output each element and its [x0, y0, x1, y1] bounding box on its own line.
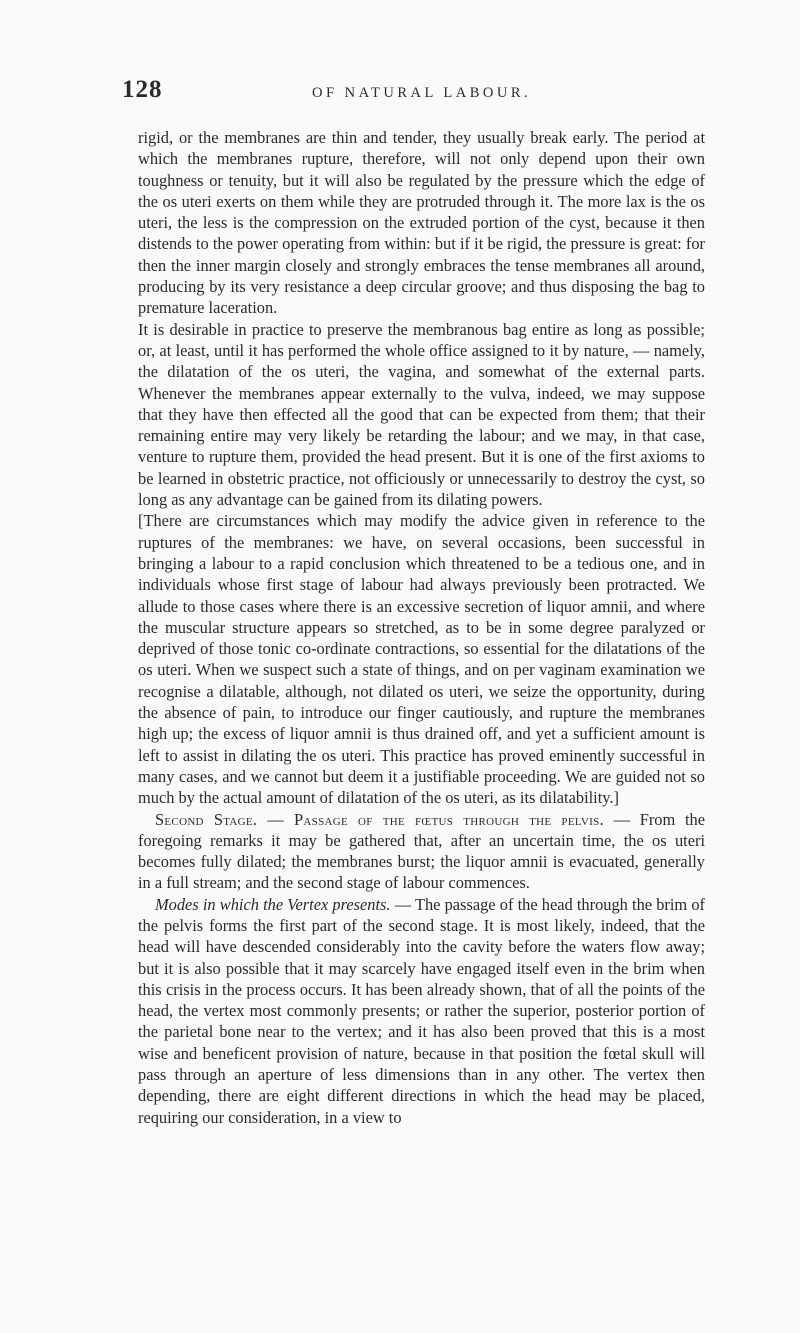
paragraph-text: It is desirable in practice to preserve the membranous bag entire as long as possible; or, at least, until it has performed the whole office assigned to it by nature, — namely, the dilatation of the os uteri, the vagina, and somewhat of the external parts. Whenever the membranes appear externally to the vulva, indeed, we may suppose that they have then effected all the good that can be expected from them; that their remaining entire may very likely be retarding the labour; and we may, in that case, venture to rupture them, provided the head present. But it is one of the first axioms to be learned in obstetric practice, not officiously or unnecessarily to destroy the cyst, so long as any advantage can be gained from its dilating powers.	[138, 319, 705, 510]
paragraph-text: rigid, or the membranes are thin and tender, they usually break early. The period at which the membranes rupture, therefore, will not only depend upon their own toughness or tenuity, but it will also be regulated by the pressure which the edge of the os uteri exerts on them while they are protruded through it. The more lax is the os uteri, the less is the compression on the extruded portion of the cyst, because it then distends to the power operating from within: but if it be rigid, the pressure is great: for then the inner margin closely and strongly embraces the tense membranes all around, producing by its very resistance a deep circular groove; and thus disposing the bag to premature laceration.	[138, 128, 705, 318]
body-text	[138, 127, 705, 1128]
page-number: 128	[122, 76, 163, 103]
running-head-title: OF NATURAL LABOUR.	[312, 85, 532, 101]
section-heading: Second Stage. — Passage of the fœtus through the pelvis.	[155, 809, 604, 829]
paragraph-preserve-bag	[138, 319, 705, 511]
paragraph-membrane-rupture	[138, 127, 705, 319]
paragraph-text: [There are circumstances which may modify the advice given in reference to the ruptures of the membranes: we have, on several occasions, been successful in bringing a labour to a rapid conclusion which threatened to be a tedious one, and in individuals whose first stage of labour had always previously been protracted. We allude to those cases where there is an excessive secretion of liquor amnii, and where the muscular structure appears so stretched, as to be in some degree paralyzed or deprived of those tonic co-ordinate contractions, so essential for the dilatations of the os uteri. When we suspect such a state of things, and on per vaginam examination we recognise a dilatable, although, not dilated os uteri, we seize the opportunity, during the absence of pain, to introduce our finger cautiously, and rupture the membranes high up; the excess of liquor amnii is thus drained off, and yet a sufficient amount is left to assist in dilating the os uteri. This practice has proved eminently successful in many cases, and we cannot but deem it a justifiable proceeding. We are guided not so much by the actual amount of dilatation of the os uteri, as its dilatability.]	[138, 511, 705, 808]
paragraph-text: — The passage of the head through the brim of the pelvis forms the first part of the second stage. It is most likely, indeed, that the head will have descended considerably into the cavity before the waters flow away; but it is also possible that it may scarcely have engaged itself even in the brim when this crisis in the process occurs. It has been already shown, that of all the points of the head, the vertex most commonly presents; or rather the superior, posterior portion of the parietal bone near to the vertex; and it has also been proved that this is a most wise and beneficent provision of nature, because in that position the fœtal skull will pass through an aperture of less dimensions than in any other. The vertex then depending, there are eight different directions in which the head may be placed, requiring our consideration, in a view to	[138, 894, 705, 1127]
running-head	[122, 76, 682, 110]
subsection-heading: Modes in which the Vertex presents.	[155, 894, 391, 914]
paragraph-vertex-modes	[138, 894, 705, 1128]
paragraph-second-stage	[138, 809, 705, 894]
paragraph-text: — From the foregoing remarks it may be gathered that, after an uncertain time, the os uteri becomes fully dilated; the membranes burst; the liquor amnii is evacuated, generally in a full stream; and the second stage of labour commences.	[138, 809, 705, 893]
paragraph-bracketed-note	[138, 510, 705, 808]
